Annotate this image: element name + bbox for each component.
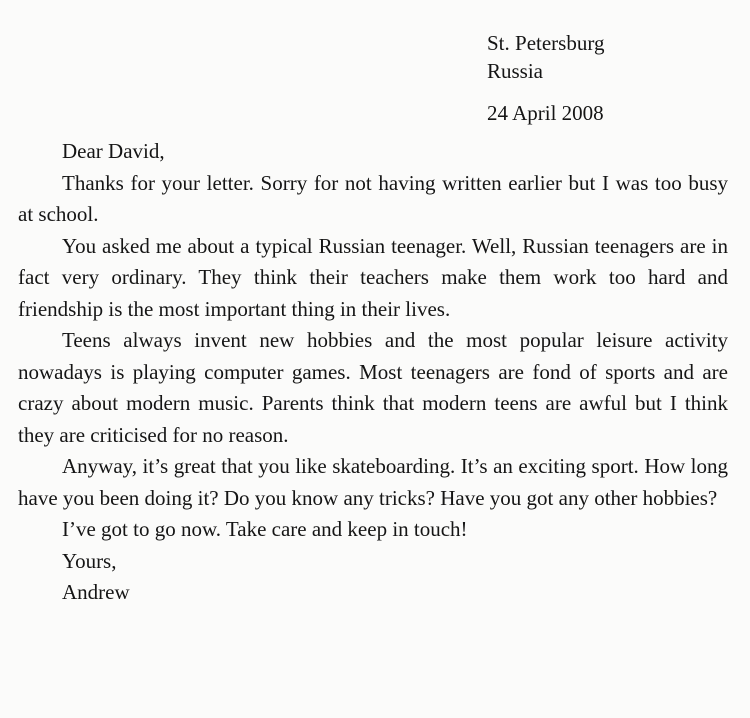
sender-address: [487, 29, 727, 127]
closing: Yours,: [62, 548, 117, 573]
letter-date: 24 April 2008: [487, 101, 604, 125]
paragraph-goodbye: I’ve got to go now. Take care and keep in touch!: [62, 517, 468, 541]
paragraph-thanks: Thanks for your letter. Sorry for not having written earlier but I was too busy at school.: [18, 170, 728, 226]
letter-body: [18, 136, 728, 609]
salutation: Dear David,: [62, 139, 165, 163]
paragraph-skateboarding: Anyway, it’s great that you like skateboarding. It’s an exciting sport. How long have you been doing it? Do you know any tricks? Have you got any other hobbies?: [18, 454, 728, 510]
paragraph-hobbies: Teens always invent new hobbies and the most popular leisure activity nowadays is playing computer games. Most teenagers are fond of sports and are crazy about modern music. Parents think that modern teens are awful but I think they are criticised for no reason.: [18, 328, 728, 447]
paragraph-russian-teenagers: You asked me about a typical Russian teenager. Well, Russian teenagers are in fact very ordinary. They think their teachers make them work too hard and friendship is the most important thing in their lives.: [18, 233, 728, 321]
address-country: Russia: [487, 59, 544, 83]
signature: Andrew: [62, 580, 130, 604]
address-city: St. Petersburg: [487, 31, 605, 55]
